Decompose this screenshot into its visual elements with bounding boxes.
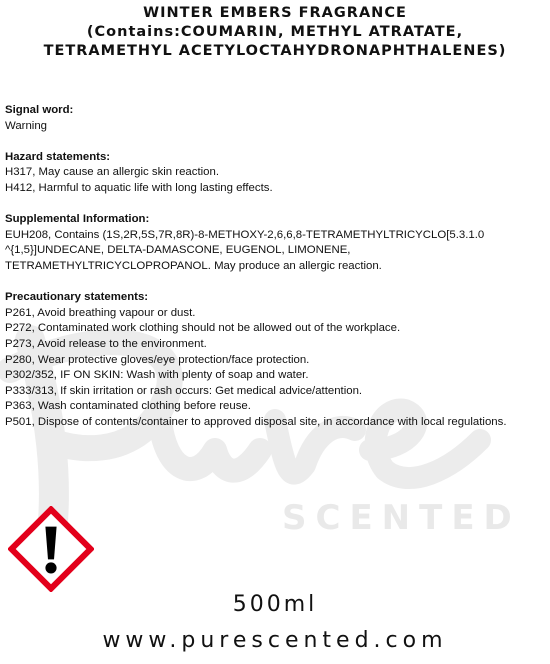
precautionary-statement: P363, Wash contaminated clothing before reuse. xyxy=(5,400,251,413)
signal-word-value: Warning xyxy=(5,119,47,132)
hazard-section xyxy=(5,150,545,197)
ghs-exclamation-mark-icon xyxy=(8,506,94,592)
precautionary-section xyxy=(5,290,545,430)
product-volume: 500ml xyxy=(232,592,318,617)
supplemental-heading: Supplemental Information: xyxy=(5,213,150,226)
label-content xyxy=(5,103,545,446)
supplemental-line: EUH208, Contains (1S,2R,5S,7R,8R)-8-METHOXY-2,6,6,8-TETRAMETHYLTRICYCLO[5.3.1.0 xyxy=(5,228,485,241)
precautionary-statement: P280, Wear protective gloves/eye protection/face protection. xyxy=(5,353,310,366)
supplemental-line: ^{1,5}]UNDECANE, DELTA-DAMASCONE, EUGENOL, LIMONENE, xyxy=(5,244,351,257)
hazard-statement: H412, Harmful to aquatic life with long lasting effects. xyxy=(5,181,273,194)
supplemental-line: TETRAMETHYLTRICYCLOPROPANOL. May produce an allergic reaction. xyxy=(5,259,382,272)
website-url: www.purescented.com xyxy=(102,628,448,653)
product-title xyxy=(0,4,550,61)
precautionary-heading: Precautionary statements: xyxy=(5,291,149,304)
product-name: WINTER EMBERS FRAGRANCE xyxy=(143,5,407,21)
supplemental-section xyxy=(5,212,545,274)
precautionary-statement: P501, Dispose of contents/container to approved disposal site, in accordance with local regulations. xyxy=(5,415,507,428)
precautionary-statement: P272, Contaminated work clothing should not be allowed out of the workplace. xyxy=(5,322,401,335)
contains-line-2: TETRAMETHYL ACETYLOCTAHYDRONAPHTHALENES) xyxy=(43,43,507,59)
precautionary-statement: P302/352, IF ON SKIN: Wash with plenty of soap and water. xyxy=(5,369,309,382)
hazard-heading: Hazard statements: xyxy=(5,150,111,163)
scented-watermark: SCENTED xyxy=(282,498,521,538)
precautionary-statement: P273, Avoid release to the environment. xyxy=(5,337,207,350)
contains-line-1: (Contains:COUMARIN, METHYL ATRATATE, xyxy=(86,24,464,40)
hazard-statement: H317, May cause an allergic skin reaction. xyxy=(5,166,219,179)
precautionary-statement: P333/313, If skin irritation or rash occurs: Get medical advice/attention. xyxy=(5,384,363,397)
signal-word-section xyxy=(5,103,545,134)
precautionary-statement: P261, Avoid breathing vapour or dust. xyxy=(5,306,196,319)
signal-word-heading: Signal word: xyxy=(5,104,74,116)
